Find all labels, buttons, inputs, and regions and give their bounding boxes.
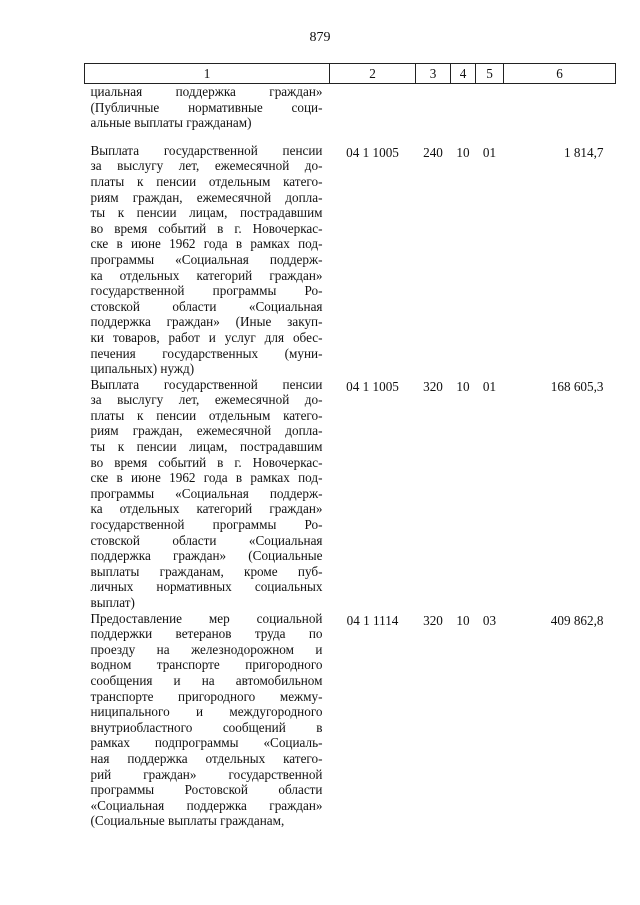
description-line: ты к пенсии лицам, пострадавшим	[90, 439, 323, 455]
description-line: платы к пенсии отдельным катего-	[90, 173, 323, 189]
description-line: стовской области «Социальная	[90, 298, 323, 314]
description-line: ты к пенсии лицам, пострадавшим	[90, 205, 323, 221]
column-header-5: 5	[476, 64, 504, 84]
description-line: сообщения и на автомобильном	[90, 672, 323, 688]
description-line: ске в июне 1962 года в рамках под-	[90, 470, 323, 486]
row-amount: 168 605,3	[550, 378, 604, 394]
row-subsection: 01	[482, 378, 497, 394]
description-line: платы к пенсии отдельным катего-	[90, 407, 323, 423]
row-amount: 409 862,8	[550, 612, 604, 628]
description-line: поддержка граждан» (Иные закуп-	[90, 314, 323, 330]
row-amount: 1 814,7	[563, 144, 604, 160]
description-line: риям граждан, ежемесячной допла-	[90, 423, 323, 439]
description-line: риям граждан, ежемесячной допла-	[90, 189, 323, 205]
row-subsection: 03	[482, 612, 497, 628]
description-line: за выслугу лет, ежемесячной до-	[90, 158, 323, 174]
description-line: ципальных) нужд)	[90, 361, 195, 377]
description-line: выплаты гражданам, кроме пуб-	[90, 563, 323, 579]
description-line: печения государственных (муни-	[90, 345, 323, 361]
description-line: (Социальные выплаты гражданам,	[90, 813, 285, 829]
description-line: за выслугу лет, ежемесячной до-	[90, 392, 323, 408]
column-header-2: 2	[330, 64, 416, 84]
row-description	[85, 377, 330, 611]
description-line: ка отдельных категорий граждан»	[90, 267, 323, 283]
description-line: циальная поддержка граждан»	[90, 84, 323, 99]
column-header-6: 6	[504, 64, 616, 84]
description-line: во время событий в г. Новочеркас-	[90, 220, 323, 236]
description-line: программы «Социальная поддерж-	[90, 251, 323, 267]
table-header-row	[85, 64, 616, 84]
continuation-row	[85, 84, 616, 143]
description-line: ниципального и междугородного	[90, 704, 323, 720]
description-line: ки товаров, работ и услуг для обес-	[90, 329, 323, 345]
description-line: рамках подпрограммы «Социаль-	[90, 735, 323, 751]
row-section: 10	[456, 378, 470, 394]
table-row	[85, 377, 616, 611]
description-line: водном транспорте пригородного	[90, 657, 323, 673]
description-line: во время событий в г. Новочеркас-	[90, 454, 323, 470]
description-line: транспорте пригородного межму-	[90, 688, 323, 704]
description-line: Предоставление мер социальной	[90, 610, 323, 626]
column-header-1: 1	[85, 64, 330, 84]
budget-table	[84, 63, 616, 829]
description-line: ске в июне 1962 года в рамках под-	[90, 236, 323, 252]
table-row	[85, 611, 616, 829]
continuation-description	[85, 84, 330, 143]
row-expense-type: 240	[423, 144, 443, 160]
row-section: 10	[456, 612, 470, 628]
description-line: рий граждан» государственной	[90, 766, 323, 782]
column-header-4: 4	[451, 64, 476, 84]
description-line: «Социальная поддержка граждан»	[90, 797, 323, 813]
row-description	[85, 611, 330, 829]
row-code: 04 1 1114	[346, 612, 399, 628]
row-expense-type: 320	[423, 612, 443, 628]
description-line: личных нормативных социальных	[90, 579, 323, 595]
table-row	[85, 143, 616, 377]
column-header-3: 3	[416, 64, 451, 84]
description-line: Выплата государственной пенсии	[90, 376, 323, 392]
description-line: стовской области «Социальная	[90, 532, 323, 548]
row-expense-type: 320	[423, 378, 443, 394]
row-description	[85, 143, 330, 377]
description-line: ка отдельных категорий граждан»	[90, 501, 323, 517]
description-line: альные выплаты гражданам)	[90, 115, 252, 131]
description-line: поддержки ветеранов труда по	[90, 626, 323, 642]
description-line: программы «Социальная поддерж-	[90, 485, 323, 501]
page-number: 879	[309, 30, 331, 45]
description-line: выплат)	[90, 595, 135, 610]
description-line: Выплата государственной пенсии	[90, 142, 323, 158]
row-subsection: 01	[482, 144, 497, 160]
description-line: программы Ростовской области	[90, 782, 323, 798]
description-line: ная поддержка отдельных катего-	[90, 750, 323, 766]
row-code: 04 1 1005	[346, 144, 399, 160]
description-line: государственной программы Ро-	[90, 517, 323, 533]
row-section: 10	[456, 144, 470, 160]
description-line: государственной программы Ро-	[90, 283, 323, 299]
description-line: поддержка граждан» (Социальные	[90, 548, 323, 564]
description-line: (Публичные нормативные соци-	[90, 99, 323, 115]
description-line: внутриобластного сообщений в	[90, 719, 323, 735]
row-code: 04 1 1005	[346, 378, 399, 394]
description-line: проезду на железнодорожном и	[90, 641, 323, 657]
